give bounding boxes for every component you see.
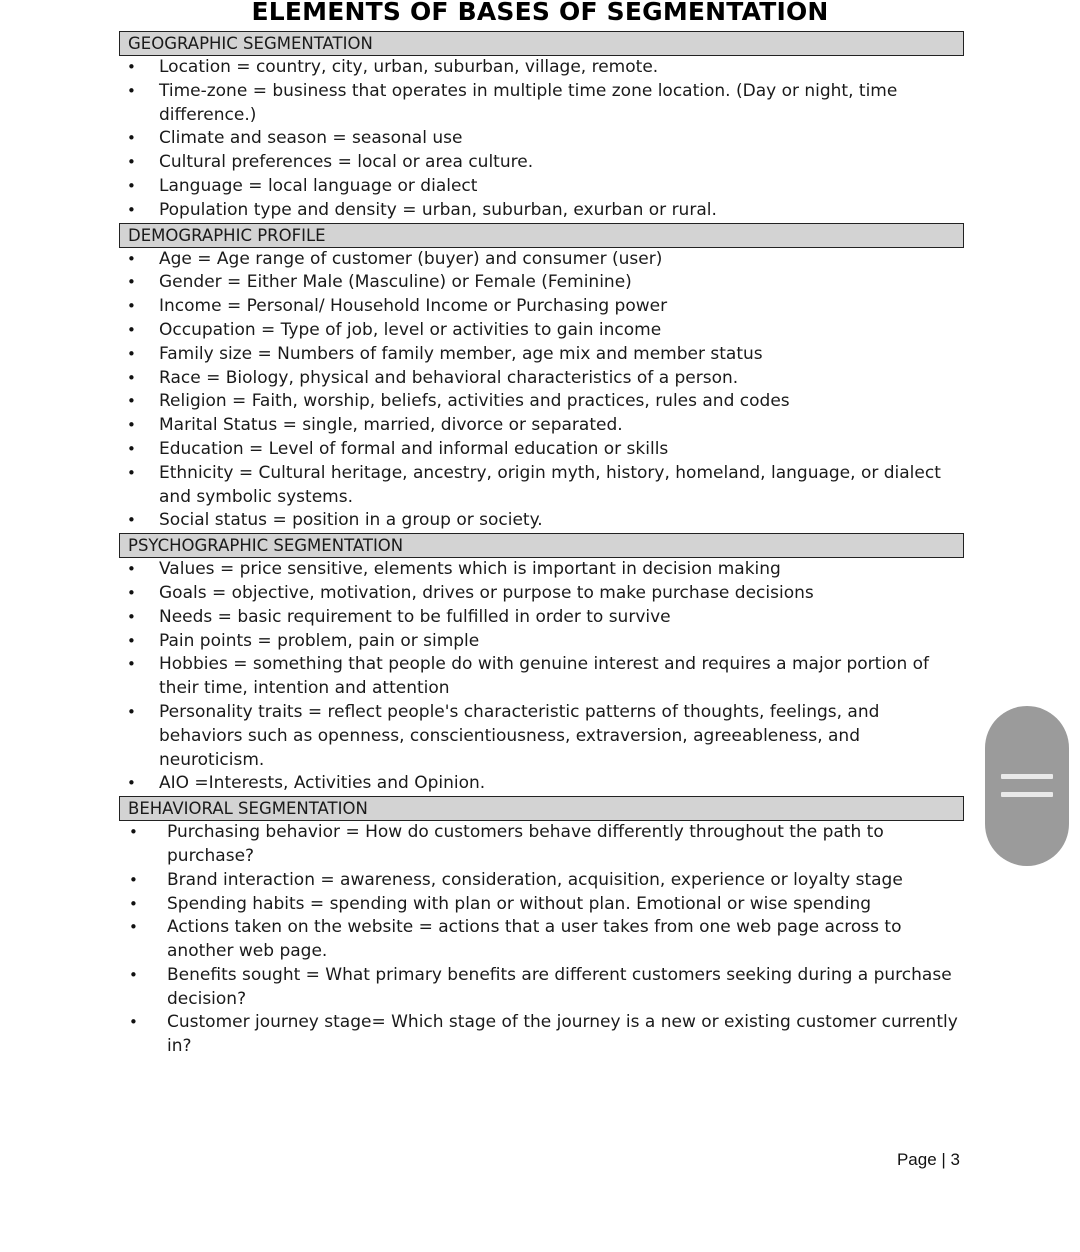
- list-item: • Population type and density = urban, suburban, exurban or rural.: [119, 199, 964, 223]
- section-heading-psychographic: PSYCHOGRAPHIC SEGMENTATION: [119, 533, 964, 558]
- list-item: • Values = price sensitive, elements which is important in decision making: [119, 558, 964, 582]
- list-item: • Brand interaction = awareness, consideration, acquisition, experience or loyalty stage: [119, 869, 964, 893]
- list-item: • Education = Level of formal and informal education or skills: [119, 438, 964, 462]
- list-item: • Personality traits = reflect people's characteristic patterns of thoughts, feelings, and behaviors such as openness, conscientiousness, extraversion, agreeableness, and neuroticism.: [119, 701, 964, 772]
- page-number: Page | 3: [896, 1150, 960, 1169]
- section-heading-demographic: DEMOGRAPHIC PROFILE: [119, 223, 964, 248]
- list-item: • Pain points = problem, pain or simple: [119, 630, 964, 654]
- list-psychographic: [119, 558, 964, 796]
- list-item: • Spending habits = spending with plan or without plan. Emotional or wise spending: [119, 893, 964, 917]
- list-item: • Language = local language or dialect: [119, 175, 964, 199]
- list-item: • Customer journey stage= Which stage of the journey is a new or existing customer currently in?: [119, 1011, 964, 1059]
- list-item: • Purchasing behavior = How do customers behave differently throughout the path to purchase?: [119, 821, 964, 869]
- document-title: ELEMENTS OF BASES OF SEGMENTATION: [251, 0, 829, 26]
- handle-line-bottom: [1001, 792, 1053, 797]
- list-item: • Occupation = Type of job, level or activities to gain income: [119, 319, 964, 343]
- list-item: • Hobbies = something that people do with genuine interest and requires a major portion of their time, intention and attention: [119, 653, 964, 701]
- list-item: • Race = Biology, physical and behavioral characteristics of a person.: [119, 367, 964, 391]
- list-behavioral: [119, 821, 964, 1059]
- section-heading-behavioral: BEHAVIORAL SEGMENTATION: [119, 796, 964, 821]
- list-item: • Cultural preferences = local or area culture.: [119, 151, 964, 175]
- list-item: • Location = country, city, urban, suburban, village, remote.: [119, 56, 964, 80]
- list-item: • Climate and season = seasonal use: [119, 127, 964, 151]
- list-item: • Income = Personal/ Household Income or Purchasing power: [119, 295, 964, 319]
- list-item: • Marital Status = single, married, divorce or separated.: [119, 414, 964, 438]
- list-item: • Goals = objective, motivation, drives or purpose to make purchase decisions: [119, 582, 964, 606]
- list-demographic: [119, 248, 964, 534]
- list-item: • Needs = basic requirement to be fulfilled in order to survive: [119, 606, 964, 630]
- list-item: • Ethnicity = Cultural heritage, ancestry, origin myth, history, homeland, language, or dialect and symbolic systems.: [119, 462, 964, 510]
- list-item: • Social status = position in a group or society.: [119, 509, 964, 533]
- handle-line-top: [1001, 774, 1053, 779]
- list-item: • Religion = Faith, worship, beliefs, activities and practices, rules and codes: [119, 390, 964, 414]
- list-item: • Age = Age range of customer (buyer) and consumer (user): [119, 248, 964, 272]
- list-item: • AIO =Interests, Activities and Opinion.: [119, 772, 964, 796]
- menu-handle-icon[interactable]: [985, 706, 1069, 866]
- list-item: • Benefits sought = What primary benefits are different customers seeking during a purchase decision?: [119, 964, 964, 1012]
- section-heading-geographic: GEOGRAPHIC SEGMENTATION: [119, 31, 964, 56]
- list-geographic: [119, 56, 964, 223]
- list-item: • Actions taken on the website = actions that a user takes from one web page across to another web page.: [119, 916, 964, 964]
- list-item: • Time-zone = business that operates in multiple time zone location. (Day or night, time difference.): [119, 80, 964, 128]
- list-item: • Gender = Either Male (Masculine) or Female (Feminine): [119, 271, 964, 295]
- list-item: • Family size = Numbers of family member, age mix and member status: [119, 343, 964, 367]
- document-content: [119, 31, 964, 1059]
